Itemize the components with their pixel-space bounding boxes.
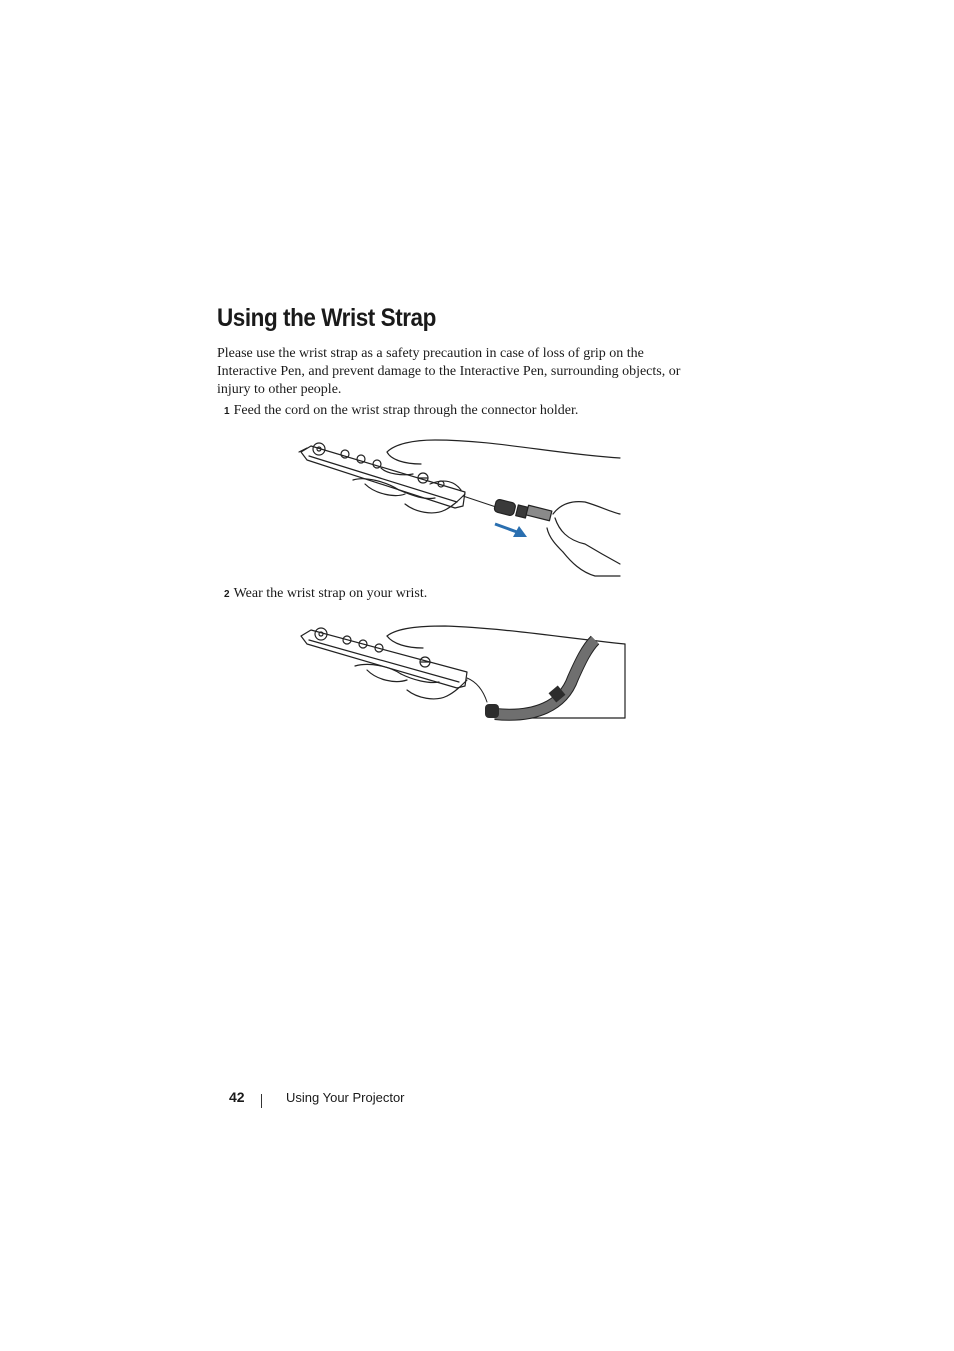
page-title: Using the Wrist Strap <box>217 304 436 332</box>
step-1-number: 1 <box>224 406 230 417</box>
pull-direction-arrow <box>495 524 527 537</box>
step-2-number: 2 <box>224 589 230 600</box>
wrist-strap <box>485 640 595 718</box>
page-number: 42 <box>229 1089 245 1105</box>
step-1-text: Feed the cord on the wrist strap through the connector holder. <box>233 403 579 418</box>
footer-section-title: Using Your Projector <box>286 1090 405 1105</box>
footer-divider <box>261 1094 262 1108</box>
feed-cord-illustration <box>295 434 625 582</box>
intro-paragraph: Please use the wrist strap as a safety precaution in case of loss of grip on the Interactive Pen, and prevent damage to the Interactive Pen, surrounding objects, or injury to other people. <box>217 346 681 397</box>
step-1 <box>224 402 578 421</box>
wear-strap-illustration <box>295 622 630 732</box>
step-2 <box>224 585 427 604</box>
step-2-text: Wear the wrist strap on your wrist. <box>233 586 428 601</box>
